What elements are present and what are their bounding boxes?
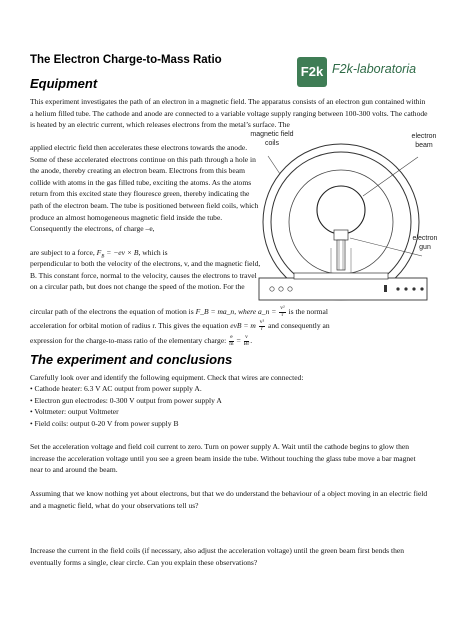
force-subscript: B — [101, 254, 105, 260]
label-electron-gun: electron gun — [412, 235, 438, 251]
acc-frac-den: r — [261, 325, 263, 332]
expr-fraction-1 — [229, 335, 233, 347]
expression-line — [30, 335, 252, 347]
section-heading-experiment: The experiment and conclusions — [30, 352, 233, 367]
circ-text-b: is the normal — [288, 307, 328, 316]
expr-f2-num: v — [245, 334, 248, 341]
logo-mark: F2k — [297, 57, 327, 87]
list-item: • Voltmeter: output Voltmeter — [30, 407, 119, 417]
circ-equation: F_B = ma_n, where a_n = — [195, 307, 277, 316]
circ-frac-den: r — [281, 311, 284, 318]
equipment-list — [30, 383, 428, 429]
expr-f1-num: e — [230, 334, 233, 341]
expr-f2-den: Br — [243, 340, 250, 347]
force-symbol: F — [96, 248, 102, 257]
list-item: • Field coils: output 0-20 V from power supply B — [30, 418, 179, 428]
perpendicular-paragraph: perpendicular to both the velocity of the electrons, v, and the magnetic field, B. This constant force, normal to the velocity, causes the electrons to travel on a circular path, but does not change the speed of the motion. For the — [30, 259, 261, 292]
list-item: • Electron gun electrodes: 0-300 V output from power supply A — [30, 395, 222, 405]
base-box — [259, 278, 427, 300]
logo-text: F2k-laboratoria — [332, 62, 417, 76]
force-text-b: , which is — [138, 248, 168, 257]
page-title: The Electron Charge-to-Mass Ratio — [30, 54, 222, 66]
expr-equals: = — [236, 336, 241, 345]
expr-text-a: expression for the charge-to-mass ratio of the elementary charge: — [30, 336, 227, 345]
intro-paragraph: This experiment investigates the path of an electron in a magnetic field. The apparatus consists of an electron gun contained within a helium filled tube. The cathode and anode are connected to a variable voltage supply ranging between 100-300 volts. The cathode is heated by an electric current, which releases electrons from the metal’s surface. The — [30, 97, 428, 130]
gun-head — [334, 230, 348, 240]
acc-frac-num: v² — [259, 319, 265, 326]
acc-text-a: acceleration for orbital motion of radius r. This gives the equation — [30, 321, 229, 330]
apparatus-drawing — [246, 130, 446, 320]
label-magnetic-field-coils: magnetic field coils — [250, 131, 294, 147]
circ-frac-num: v² — [280, 305, 285, 312]
acc-fraction — [259, 320, 265, 332]
expr-f1-den: m — [229, 340, 234, 347]
acceleration-line — [30, 320, 330, 332]
expr-fraction-2 — [243, 334, 253, 347]
expr-end: . — [250, 336, 253, 345]
gun-stem — [337, 240, 345, 270]
acc-text-b: and consequently an — [268, 321, 330, 330]
label-electron-beam: electron beam — [411, 133, 437, 149]
circ-text-a: circular path of the electrons the equation of motion is — [30, 307, 194, 316]
force-equation: = −ev × B — [106, 248, 139, 257]
paragraph-increase-current: Increase the current in the field coils (if necessary, also adjust the acceleration voltage) until the green beam first bends then eventually forms a single, clear circle. Can you explain these observations? — [30, 546, 404, 567]
apparatus-figure — [246, 130, 446, 320]
force-text-a: are subject to a force, — [30, 248, 95, 257]
check-intro: Carefully look over and identify the following equipment. Check that wires are connected: — [30, 373, 304, 382]
field-coil-inner — [271, 152, 411, 292]
electron-beam-circle — [317, 186, 365, 234]
base-top — [294, 273, 388, 279]
paragraph-set-voltage: Set the acceleration voltage and field coil current to zero. Turn on power supply A. Wait until the cathode begins to glow then increase the acceleration voltage until you see a green beam inside the tube. Without touching the glass tube move a bar magnet near to and around the beam. — [30, 442, 416, 475]
acc-equation: evB = m — [230, 321, 256, 330]
section-heading-equipment: Equipment — [30, 76, 98, 91]
paragraph-assume: Assuming that we know nothing yet about electrons, but that we do understand the behaviour of a object moving in an electric field and a magnetic field, what do your observations tell us? — [30, 489, 428, 510]
intro-paragraph-continued: applied electric field then accelerates these electrons towards the anode. Some of these accelerated electrons continue on this path through a hole in the anode, thereby creating an electron beam. Electrons from this beam collide with atoms in the gas filled tube, exciting the atoms. As the atoms return from this excited state they flouresce green, thereby indicating the path of the electron beam. The tube is positioned between field coils, which produce an almost homogeneous magnetic field inside the tube. Consequently the electrons, of charge –e, — [30, 143, 259, 234]
list-item: • Cathode heater: 6.3 V AC output from power supply A. — [30, 384, 202, 393]
